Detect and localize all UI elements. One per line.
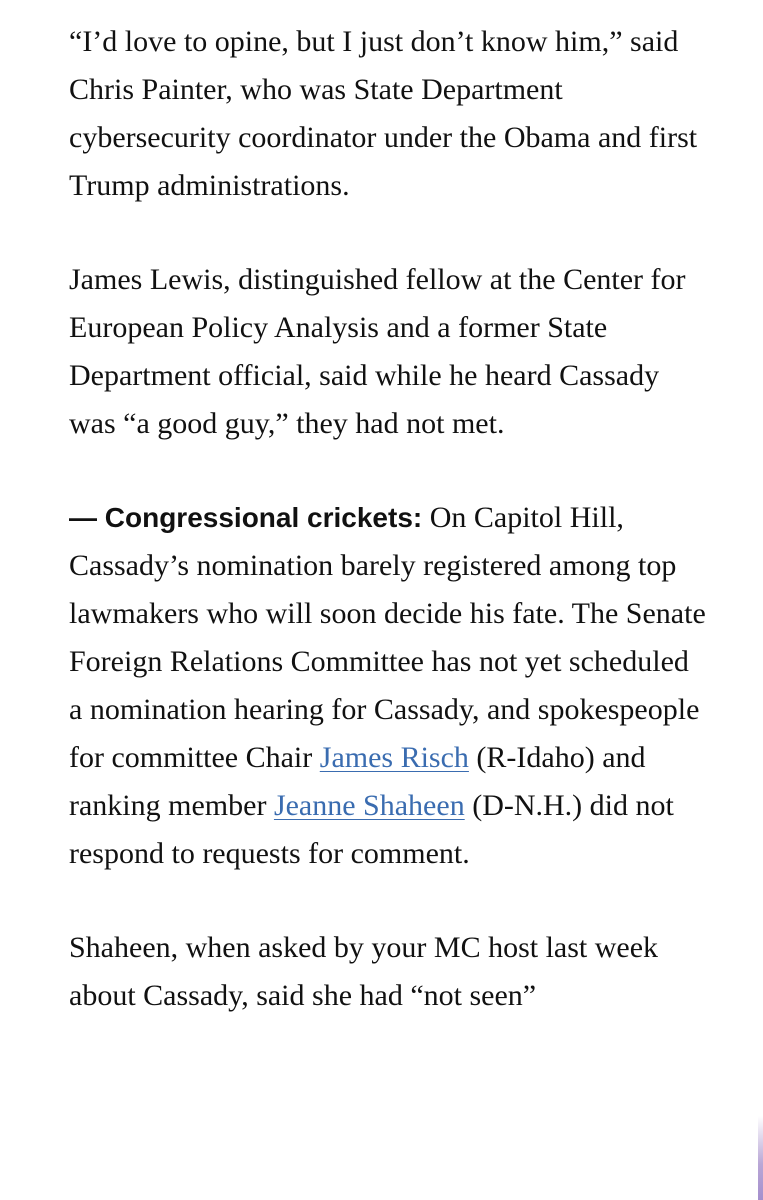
paragraph-lewis-quote: James Lewis, distinguished fellow at the Center for European Policy Analysis and a former State Department official, said while he heard Cassady was “a good guy,” they had not met. xyxy=(69,263,686,440)
article-body xyxy=(69,18,709,1066)
paragraph-text: (R-Idaho) and ranking member xyxy=(69,741,646,822)
paragraph-text: (D-N.H.) did not respond to requests for comment. xyxy=(69,789,674,870)
section-lead-in: — Congressional crickets: xyxy=(69,502,423,533)
paragraph-text: On Capitol Hill, Cassady’s nomination barely registered among top lawmakers who will soon decide his fate. The Senate Foreign Relations Committee has not yet scheduled a nomination hearing for Cassady, and spokespeople for committee Chair xyxy=(69,501,706,774)
paragraph-painter-quote: “I’d love to opine, but I just don’t know him,” said Chris Painter, who was State Department cybersecurity coordinator under the Obama and first Trump administrations. xyxy=(69,25,698,202)
link-jeanne-shaheen[interactable]: Jeanne Shaheen xyxy=(273,789,465,822)
paragraph-shaheen-response: Shaheen, when asked by your MC host last week about Cassady, said she had “not seen” xyxy=(69,931,659,1012)
paragraph-congressional-crickets xyxy=(69,494,709,878)
link-james-risch[interactable]: James Risch xyxy=(319,741,469,774)
page-edge-accent xyxy=(758,0,763,1200)
